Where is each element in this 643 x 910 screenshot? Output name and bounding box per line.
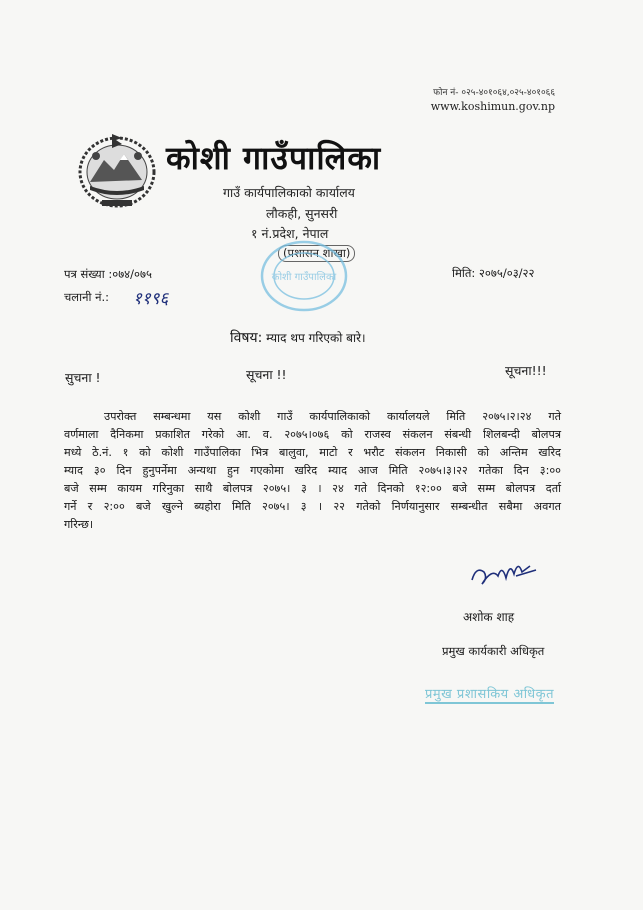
stamp-text: कोशी गाउँपालिका [271, 272, 337, 283]
subject-line [230, 328, 366, 347]
letter-body [64, 408, 561, 534]
province-name: १ नं.प्रदेश, नेपाल [251, 226, 329, 241]
phone-number: फोन नं- ०२५-४०१०६४,०२५-४०१०६६ [433, 88, 555, 98]
nepal-emblem-icon [76, 130, 158, 210]
notice-heading-3: सूचना!!! [505, 363, 547, 378]
contact-info [431, 86, 555, 114]
notice-heading-2: सूचना !! [246, 367, 287, 382]
signer-designation: प्रमुख कार्यकारी अधिकृत [442, 644, 545, 658]
reference-number: पत्र संख्या :०७४/०७५ [64, 267, 152, 281]
body-line: उपरोक्त सम्बन्धमा यस कोशी गाउँ कार्यपालिकाको कार्यालयले मिति २०७५।२।२४ गते [104, 410, 561, 423]
subject-text: म्याद थप गरिएको बारे। [266, 331, 366, 345]
body-line: बजे सम्म कायम गरिनुका साथै बोलपत्र २०७५। ३ । २४ गते दिनको १२:०० बजे सम्म बोलपत्र दर्ता [64, 482, 561, 495]
body-line: मध्ये ठे.नं. १ को कोशी गाउँपालिका भित्र बालुवा, माटो र भरौट संकलन निकासी को अन्तिम खरिद [64, 446, 561, 459]
body-line: वर्णमाला दैनिकमा प्रकाशित गरेको आ. व. २०७५।०७६ को राजस्व संकलन संबन्धी शिलबन्दी बोलपत्र [64, 428, 561, 441]
body-line: गर्ने र २:०० बजे खुल्ने ब्यहोरा मिति २०७५। ३ । २२ गतेको निर्णयानुसार सम्बन्धीत सबैमा अवगत [64, 500, 561, 513]
body-line: म्याद ३० दिन हुनुपर्नेमा अन्यथा हुन गएकोमा खरिद म्याद आज मिति २०७५।३।२२ गतेका दिन ३:०० [64, 464, 561, 477]
section-name: (प्रशासन शाखा) [278, 245, 355, 262]
letter-date: मिति: २०७५/०३/२२ [452, 266, 535, 280]
designation-stamp: प्रमुख प्रशासकिय अधिकृत [425, 684, 554, 704]
organization-name: कोशी गाउँपालिका [166, 139, 382, 177]
office-name: गाउँ कार्यपालिकाको कार्यालय [223, 185, 355, 200]
body-line: गरिन्छ। [64, 518, 94, 531]
dispatch-label: चलानी नं.: [64, 290, 110, 304]
office-stamp-icon [258, 236, 358, 314]
website-url: www.koshimun.gov.np [430, 100, 555, 113]
notice-heading-1: सुचना ! [65, 370, 101, 385]
subject-label: विषय: [230, 330, 263, 346]
dispatch-number: ११९६ [133, 289, 169, 309]
signature-icon [468, 558, 542, 592]
signer-name: अशोक शाह [463, 610, 515, 624]
office-location: लौकही, सुनसरी [266, 206, 338, 221]
